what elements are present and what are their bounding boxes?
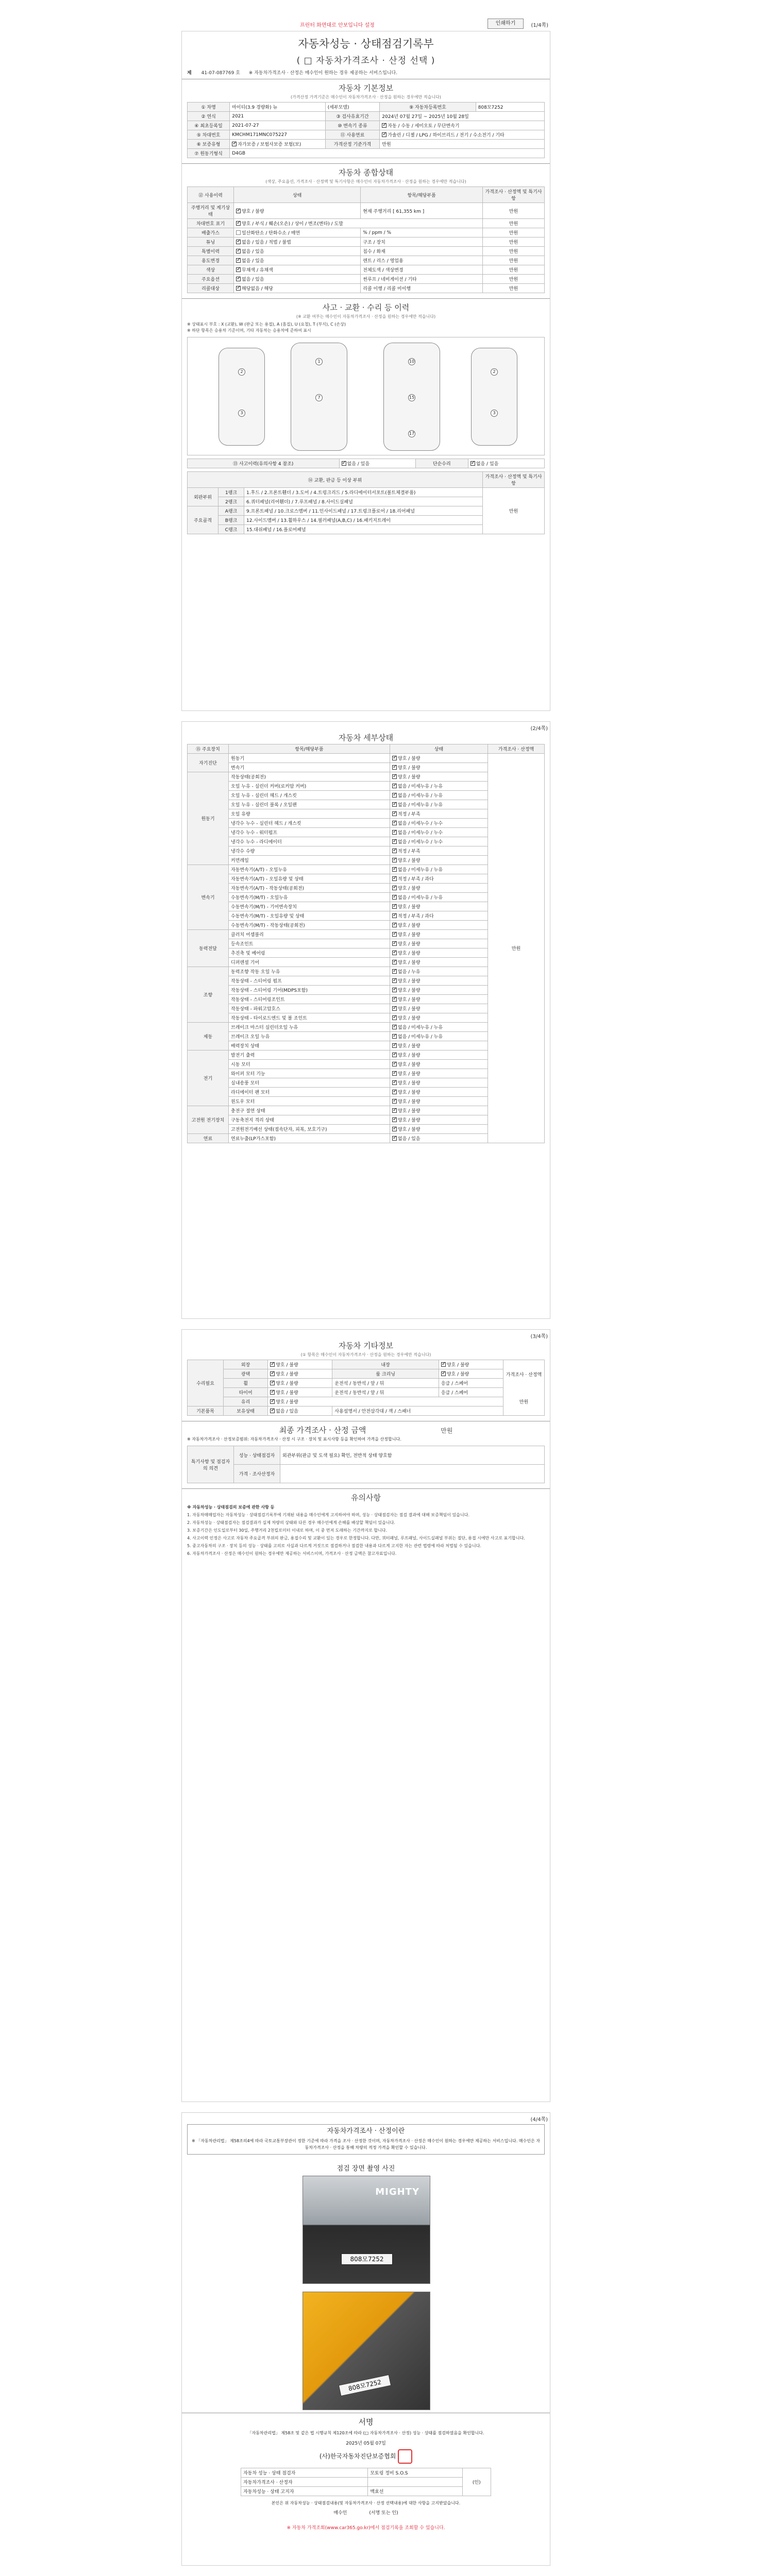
checkbox-icon[interactable] [270, 1371, 275, 1376]
part-label: 클러치 어셈블리 [229, 930, 390, 939]
part-label: 냉각수 누수 - 라디에이터 [229, 837, 390, 846]
checkbox-icon[interactable] [236, 240, 241, 244]
basic-info-table [187, 102, 545, 158]
notes-body: ※ 자동차성능 · 상태점검의 보증에 관한 사항 등 1. 자동차매매업자는 자동차성능 · 상태점검기록부에 기재된 내용을 매수인에게 고지하여야 하며, 성능 · 상태점검자는 점검 결과에 대해 보증책임이 있습니다. 2. 자동차성능 · 상태점검자는 점검결과가 실제 차량의 상태와 다른 경우 매수인에게 손해를 배상할 책임이 있습니다. 3. 보증기간은 인도일로부터 30일, 주행거리 2천킬로미터 이내로 하며, 이 중 먼저 도래하는 기간까지로 합니다. 4. 사고이력 인정은 사고로 자동차 주요골격 부위의 판금, 용접수리 및 교환이 있는 경우로 한정합니다. 다만, 쿼터패널, 루프패널, 사이드실패널 부위는 절단, 용접 시에만 사고로 표기합니다. 5. 중고자동차의 구조 · 장치 등의 성능 · 상태를 고의로 사실과 다르게 거짓으로 점검하거나 점검한 내용과 다르게 고지한 자는 관련 법령에 따라 처벌될 수 있습니다. 6. 자동차가격조사 · 산정은 매수인이 원하는 경우에만 제공하는 서비스이며, 가격조사 · 산정 금액은 참고자료입니다. [182, 1504, 550, 1563]
doc-no-label: 제 [187, 71, 192, 76]
part-state: 없음 / 미세누유 / 누유 [398, 793, 443, 799]
checkbox-icon[interactable] [392, 849, 397, 853]
basic-info-title: 자동차 기본정보 [182, 79, 550, 94]
part-state: 양호 / 불량 [398, 766, 421, 771]
table-header-row: ⑮ 주요장치 항목/해당부품 상태 가격조사 · 산정액 [188, 744, 545, 754]
part-marker-icon: 3 [491, 410, 498, 417]
part-label: 작동상태 - 스티어링조인트 [229, 995, 390, 1004]
part-label: 수동변속기(M/T) - 오일유량 및 상태 [229, 911, 390, 921]
signature-title: 서명 [182, 2413, 550, 2430]
table-row: 가격 · 조사산정자 [188, 1465, 545, 1483]
table-row: 주요옵션 ✓ 없음 / 있음 썬루프 / 네비게이션 / 기타 만원 [188, 275, 545, 284]
part-label: 오일 유량 [229, 809, 390, 819]
checkbox-icon[interactable] [392, 988, 397, 992]
checkbox-icon[interactable] [236, 221, 241, 226]
checkbox-icon[interactable] [392, 1043, 397, 1048]
part-state: 양호 / 불량 [398, 1109, 421, 1114]
part-label: 연료누출(LP가스포함) [229, 1134, 390, 1143]
part-label: 라디에이터 팬 모터 [229, 1088, 390, 1097]
checkbox-icon[interactable] [392, 1071, 397, 1076]
checkbox-icon[interactable] [392, 960, 397, 964]
part-state: 양호 / 불량 [398, 775, 421, 780]
table-row: ⑦ 원동기형식 D4GB [188, 149, 545, 158]
table-row: 자동차가격조사 · 산정자 [241, 2478, 491, 2487]
part-label: 자동변속기(A/T) - 작동상태(공회전) [229, 884, 390, 893]
inspector-opinion-table [187, 1446, 545, 1483]
part-state: 양호 / 불량 [398, 942, 421, 947]
checkbox-icon[interactable] [392, 858, 397, 862]
checkbox-icon[interactable] [392, 913, 397, 918]
part-state: 없음 / 미세누유 / 누유 [398, 868, 443, 873]
part-state: 양호 / 불량 [398, 1007, 421, 1012]
brand-text: MIGHTY [375, 2187, 419, 2197]
part-label: 충전구 절연 상태 [229, 1106, 390, 1115]
plate-text: 808모7252 [341, 2253, 393, 2265]
company-seal-icon [398, 2449, 412, 2464]
checkbox-icon[interactable] [392, 978, 397, 983]
device-group-label: 조향 [188, 967, 229, 1023]
device-group-label: 동력전달 [188, 930, 229, 967]
detail-price: 만원 [488, 754, 545, 1143]
exchange-parts-table [187, 471, 545, 534]
final-price-title: 최종 가격조사 · 산정 금액 만원 [182, 1421, 550, 1436]
checkbox-icon[interactable] [392, 1006, 397, 1011]
part-label: 발전기 출력 [229, 1050, 390, 1060]
part-label: 추진축 및 베어링 [229, 948, 390, 958]
note-item: 5. 중고자동차의 구조 · 장치 등의 성능 · 상태를 고의로 사실과 다르게 거짓으로 점검하거나 점검한 내용과 다르게 고지한 자는 관련 법령에 따라 처벌될 수 있습니다. [187, 1544, 481, 1548]
table-row: C랭크 15.대쉬패널 / 16.플로어패널 [188, 525, 545, 534]
overall-status-note: (색상, 주요옵션, 가격조사 · 산정액 및 특기사항은 매수인이 자동차가격조사 · 산정을 원하는 경우에만 적습니다) [265, 179, 466, 184]
checkbox-icon[interactable] [392, 997, 397, 1002]
table-row: 광택 ✓ 양호 / 불량 룸 크리닝 ✓ 양호 / 불량 [188, 1369, 545, 1379]
part-label: 자동변속기(A/T) - 오일누유 [229, 865, 390, 874]
part-state: 양호 / 불량 [398, 1127, 421, 1132]
part-label: 와이퍼 모터 기능 [229, 1069, 390, 1078]
part-state: 양호 / 불량 [398, 988, 421, 993]
table-row: 휠 ✓ 양호 / 불량 운전석 / 동반석 / 앞 / 뒤 응급 / 스페어 [188, 1379, 545, 1388]
note-item: 4. 사고이력 인정은 사고로 자동차 주요골격 부위의 판금, 용접수리 및 교환이 있는 경우로 한정합니다. 다만, 쿼터패널, 루프패널, 사이드실패널 부위는 절단, 용접 시에만 사고로 표기합니다. [187, 1536, 525, 1540]
part-label: 작동상태 - 타이로드엔드 및 볼 조인트 [229, 1013, 390, 1023]
table-row: 배출가스 일산화탄소 / 탄화수소 / 매연 % / ppm / % 만원 [188, 228, 545, 238]
page-1 [181, 31, 550, 711]
device-group-label: 원동기 [188, 772, 229, 865]
table-row: ⑬ 사고이력(유의사항 4 참조) ✓ 없음 / 있음 단순수리 ✓ 없음 / 있음 [188, 459, 545, 468]
checkbox-icon[interactable] [392, 895, 397, 900]
part-marker-icon: 10 [408, 358, 415, 365]
checkbox-icon[interactable] [392, 876, 397, 881]
checkbox-icon[interactable] [392, 765, 397, 770]
checkbox-icon[interactable] [392, 1136, 397, 1141]
part-label: 냉각수 누수 - 워터펌프 [229, 828, 390, 837]
part-label: 원동기 [229, 754, 390, 763]
part-state: 양호 / 불량 [398, 951, 421, 956]
part-marker-icon: 2 [238, 368, 245, 376]
legend-line: ※ 상태표시 부호 : X (교환), W (판금 또는 용접), A (흠집), U (요철), T (부식), C (손상) [187, 322, 346, 327]
part-state: 양호 / 불량 [398, 1062, 421, 1067]
part-state: 양호 / 불량 [398, 1118, 421, 1123]
page-number: (3/4쪽) [530, 1334, 548, 1340]
part-state: 없음 / 미세누유 / 누유 [398, 1025, 443, 1030]
table-row: 특기사항 및 점검자의 의견 성능 · 상태점검자 외관부위(판금 및 도색 필요) 확인, 전반적 상태 양호함 [188, 1446, 545, 1465]
checkbox-icon[interactable] [392, 1099, 397, 1104]
part-label: 오일 누유 - 실린더 블록 / 오일팬 [229, 800, 390, 809]
device-group-label: 전기 [188, 1050, 229, 1106]
part-state: 없음 / 있음 [398, 1137, 421, 1142]
part-state: 양호 / 불량 [398, 1099, 421, 1105]
checkbox-icon[interactable] [270, 1381, 275, 1385]
table-row: 용도변경 ✓ 없음 / 있음 렌트 / 리스 / 영업용 만원 [188, 256, 545, 265]
part-state: 적정 / 부족 [398, 812, 421, 817]
other-info-note: (① 항목은 매수인이 자동차가격조사 · 산정을 원하는 경우에만 적습니다) [300, 1352, 431, 1357]
checkbox-icon[interactable] [236, 267, 241, 272]
checkbox-icon[interactable] [392, 867, 397, 872]
part-label: 오일 누유 - 실린더 커버(로커암 커버) [229, 782, 390, 791]
page-number: (1/4쪽) [531, 23, 548, 28]
page-number: (2/4쪽) [530, 726, 548, 732]
part-label: 고전원전기배선 상태(접속단자, 피복, 보호기구) [229, 1125, 390, 1134]
part-label: 배력장치 상태 [229, 1041, 390, 1050]
part-state: 양호 / 불량 [398, 1090, 421, 1095]
checkbox-icon[interactable] [382, 123, 386, 128]
signature-body: 「자동차관리법」 제58조 및 같은 법 시행규칙 제120조에 따라 (□ 자동차가격조사 · 산정) 성능 · 상태를 점검하였음을 확인합니다. 2025년 05월 07일 (사)한국자동차진단보증협회 자동차 성능 · 상태 점검자 모토링 정비 S.O.S (인) 자동차가격조사 · 산정자 자동차성능 · 상태 고지자 백효선 본인은 위 자동차성능 · 상태점검내용(및 자동차가격조사 · 산정 선택내용)에 대한 사항을 고지받았습니다. 매수인 (서명 또는 인) [182, 2430, 550, 2521]
detail-status-title: 자동차 세부상태 [338, 733, 394, 742]
part-state: 없음 / 미세누유 / 누유 [398, 1035, 443, 1040]
print-warning[interactable]: 프린터 화면대로 안보입니다 설정 [300, 23, 375, 28]
photo-area [182, 2176, 550, 2413]
part-state: 없음 / 누유 [398, 970, 421, 975]
table-row: 특별이력 ✓ 없음 / 있음 침수 / 화재 만원 [188, 247, 545, 256]
part-marker-icon: 17 [408, 430, 415, 437]
part-label: 작동상태 - 파워고압호스 [229, 1004, 390, 1013]
part-state: 양호 / 불량 [398, 997, 421, 1003]
checkbox-icon[interactable] [392, 756, 397, 760]
checkbox-icon[interactable] [270, 1399, 275, 1404]
checkbox-icon[interactable] [236, 249, 241, 253]
checkbox-icon[interactable] [392, 1127, 397, 1131]
part-state: 양호 / 불량 [398, 1053, 421, 1058]
table-row: 주행거리 및 계기상태 ✓양호 / 불량 현재 주행거리 [ 61,355 km ] 만원 [188, 203, 545, 219]
part-label: 작동상태 - 스티어링 기어(MDPS포함) [229, 986, 390, 995]
overall-status-title: 자동차 종합상태 [182, 163, 550, 179]
checkbox-icon[interactable] [441, 1362, 446, 1367]
part-label: 냉각수 수량 [229, 846, 390, 856]
part-label: 수동변속기(M/T) - 오일누유 [229, 893, 390, 902]
checkbox-icon[interactable] [392, 839, 397, 844]
part-state: 양호 / 불량 [398, 979, 421, 984]
table-row: ⑥ 보증유형 ✓ 자가보증 / 보험사보증 보험(보) 가격산정 기준가격 만원 [188, 140, 545, 149]
checkbox-icon[interactable] [392, 951, 397, 955]
checkbox-icon[interactable] [392, 886, 397, 890]
part-state: 없음 / 미세누유 / 누유 [398, 784, 443, 789]
part-label: 작동상태(공회전) [229, 772, 390, 782]
top-bar [181, 18, 550, 31]
note-item: 6. 자동차가격조사 · 산정은 매수인이 원하는 경우에만 제공하는 서비스이며, 가격조사 · 산정 금액은 참고자료입니다. [187, 1551, 397, 1556]
part-state: 양호 / 불량 [398, 933, 421, 938]
overall-status-table [187, 187, 545, 293]
checkbox-icon[interactable] [392, 923, 397, 927]
accident-history-title: 사고 · 교환 · 수리 등 이력 [182, 298, 550, 314]
doc-number-row [182, 66, 550, 79]
checkbox-icon[interactable] [236, 258, 241, 263]
car-left-side-icon [219, 348, 265, 446]
checkbox-icon[interactable] [392, 1053, 397, 1057]
device-group-label: 자기진단 [188, 754, 229, 772]
table-row: 차대번호 표기 ✓ 양호 / 부식 / 훼손(오손) / 상이 / 변조(변타) / 도말 만원 [188, 219, 545, 228]
device-group-label: 고전원 전기장치 [188, 1106, 229, 1134]
part-label: 실내송풍 모터 [229, 1078, 390, 1088]
page-4 [181, 2112, 550, 2566]
device-group-label: 제동 [188, 1023, 229, 1050]
device-group-label: 연료 [188, 1134, 229, 1143]
checkbox-icon[interactable] [342, 461, 346, 466]
table-row: 리콜대상 ✓ 해당없음 / 해당 리콜 이행 / 리콜 미이행 만원 [188, 284, 545, 293]
checkbox-icon[interactable] [392, 811, 397, 816]
checkbox-icon[interactable] [392, 1108, 397, 1113]
table-header-row: ⑫ 사용이력 상태 항목/해당부품 가격조사 · 산정액 및 특기사항 [188, 187, 545, 203]
checkbox-icon[interactable] [392, 1015, 397, 1020]
checkbox-icon[interactable] [392, 802, 397, 807]
device-group-label: 변속기 [188, 865, 229, 930]
print-button[interactable]: 인쇄하기 [488, 19, 524, 29]
car-diagram [187, 337, 545, 455]
part-state: 양호 / 불량 [398, 905, 421, 910]
part-state: 양호 / 불량 [398, 886, 421, 891]
detail-status-table [187, 744, 545, 1143]
part-marker-icon: 15 [408, 394, 415, 401]
table-row: ⑤ 차대번호 KMCHM171MNC075227 ⑪ 사용연료 ✓ 가솔린 / 디젤 / LPG / 하이브리드 / 전기 / 수소전기 / 기타 [188, 130, 545, 140]
checkbox-icon[interactable] [392, 1025, 397, 1029]
table-row: 기본품목 보유상태 ✓ 없음 / 있음 사용설명서 / 안전삼각대 / 잭 / 스패너 [188, 1406, 545, 1416]
price-info-box: 자동차가격조사 · 산정이란 ※ 「자동차관리법」 제58조의4에 따라 국토교통부장관이 정한 기준에 따라 가격을 조사 · 산정한 것이며, 자동차가격조사 · 산정은 매수인이 원하는 경우에만 제공하는 서비스입니다. 매수인은 자동차가격조사 · 산정을 통해 차량의 적정 가격을 확인할 수 있습니다. [187, 2124, 545, 2155]
part-state: 없음 / 미세누유 / 누유 [398, 895, 443, 901]
checkbox-icon[interactable] [392, 1090, 397, 1094]
checkbox-icon[interactable] [392, 784, 397, 788]
document-title: 자동차성능 · 상태점검기록부 [298, 38, 434, 50]
table-row: 자동차 성능 · 상태 점검자 모토링 정비 S.O.S (인) [241, 2468, 491, 2478]
table-row [188, 754, 545, 763]
note-item: 3. 보증기간은 인도일로부터 30일, 주행거리 2천킬로미터 이내로 하며, 이 중 먼저 도래하는 기간까지로 합니다. [187, 1528, 388, 1533]
part-state: 양호 / 불량 [398, 1072, 421, 1077]
table-row: B랭크 12.사이드멤버 / 13.휠하우스 / 14.필러패널(A,B,C) / 16.패키지트레이 [188, 516, 545, 525]
part-label: 동력조향 작동 오일 누유 [229, 967, 390, 976]
table-header-row: ⑭ 교환, 판금 등 이상 부위 가격조사 · 산정액 및 특기사항 [188, 472, 545, 488]
front-photo [303, 2176, 430, 2284]
checkbox-icon[interactable] [236, 230, 241, 235]
checkbox-icon[interactable] [392, 1080, 397, 1085]
checkbox-icon[interactable] [236, 209, 241, 213]
table-row: 색상 ✓ 무채색 / 유채색 전체도색 / 색상변경 만원 [188, 265, 545, 275]
part-label: 커먼레일 [229, 856, 390, 865]
part-marker-icon: 3 [238, 410, 245, 417]
part-label: 브레이크 오일 누유 [229, 1032, 390, 1041]
rear-photo [303, 2292, 430, 2410]
part-state: 적정 / 부족 [398, 849, 421, 854]
table-row: ④ 최초등록일 2021-07-27 ⑩ 변속기 종류 ✓ 자동 / 수동 / 세미오토 / 무단변속기 [188, 121, 545, 130]
checkbox-icon[interactable] [392, 904, 397, 909]
checkbox-icon[interactable] [392, 941, 397, 946]
checkbox-icon[interactable] [236, 286, 241, 291]
table-row: 유리 ✓ 양호 / 불량 [188, 1397, 545, 1406]
part-label: 변속기 [229, 763, 390, 772]
signature-table [241, 2468, 491, 2496]
checkbox-icon[interactable] [392, 1062, 397, 1066]
other-info-table [187, 1360, 545, 1416]
plate-text: 808모7252 [339, 2375, 391, 2396]
checkbox-icon[interactable] [392, 969, 397, 974]
checkbox-icon[interactable] [236, 277, 241, 281]
checkbox-icon[interactable] [270, 1390, 275, 1395]
document-subtitle: ( □ 자동차가격조사 · 산정 선택 ) [296, 56, 435, 66]
table-row: 타이어 ✓ 양호 / 불량 운전석 / 동반석 / 앞 / 뒤 응급 / 스페어 [188, 1388, 545, 1397]
part-state: 양호 / 불량 [398, 1081, 421, 1086]
car-right-side-icon [471, 348, 517, 446]
part-state: 없음 / 미세누유 / 누유 [398, 803, 443, 808]
checkbox-icon[interactable] [441, 1371, 446, 1376]
photos-title: 점검 장면 촬영 사진 [337, 2165, 395, 2173]
page-number: (4/4쪽) [530, 2117, 548, 2123]
doc-notice: ※ 자동차가격조사 · 산정은 매수인이 원하는 경우 제공하는 서비스입니다. [248, 71, 398, 76]
checkbox-icon[interactable] [470, 461, 475, 466]
part-label: 윈도우 모터 [229, 1097, 390, 1106]
part-state: 없음 / 미세누수 / 누수 [398, 821, 443, 826]
part-state: 양호 / 불량 [398, 1016, 421, 1021]
checkbox-icon[interactable] [392, 830, 397, 835]
part-marker-icon: 7 [315, 394, 323, 401]
notes-title: 유의사항 [182, 1488, 550, 1504]
basic-info-note: (가격산정 가격기준은 매수인이 자동차가격조사 · 산정을 원하는 경우에만 적습니다) [291, 95, 441, 99]
checkbox-icon[interactable] [382, 132, 386, 137]
checkbox-icon[interactable] [392, 1117, 397, 1122]
part-label: 수동변속기(M/T) - 작동상태(공회전) [229, 921, 390, 930]
table-row: 자동차성능 · 상태 고지자 백효선 [241, 2487, 491, 2496]
part-state: 양호 / 불량 [398, 858, 421, 863]
checkbox-icon[interactable] [232, 142, 237, 146]
part-label: 오일 누유 - 실린더 헤드 / 개스킷 [229, 791, 390, 800]
part-state: 양호 / 불량 [398, 923, 421, 928]
doc-no-suffix: 호 [236, 71, 240, 76]
note-item: 2. 자동차성능 · 상태점검자는 점검결과가 실제 차량의 상태와 다른 경우 매수인에게 손해를 배상할 책임이 있습니다. [187, 1520, 395, 1525]
part-state: 없음 / 미세누수 / 누수 [398, 840, 443, 845]
part-label: 구동축전지 격리 상태 [229, 1115, 390, 1125]
part-marker-icon: 2 [491, 368, 498, 376]
checkbox-icon[interactable] [392, 774, 397, 779]
part-label: 시동 모터 [229, 1060, 390, 1069]
part-state: 양호 / 불량 [398, 1044, 421, 1049]
page-2 [181, 721, 550, 1319]
part-state: 양호 / 불량 [398, 960, 421, 965]
table-row: 주요골격 A랭크 9.프론트패널 / 10.크로스멤버 / 11.인사이드패널 / 17.트렁크플로어 / 18.리어패널 [188, 506, 545, 516]
table-row: 외판부위 1랭크 1.후드 / 2.프론트휀더 / 3.도어 / 4.트렁크리드 / 5.라디에이터서포트(볼트체결부품) 만원 [188, 488, 545, 497]
part-label: 수동변속기(M/T) - 기어변속장치 [229, 902, 390, 911]
table-row: 튜닝 ✓ 없음 / 있음 / 적법 / 불법 구조 / 장치 만원 [188, 238, 545, 247]
accident-history-note: (※ 교환 여부는 매수인이 자동차가격조사 · 산정을 원하는 경우에만 적습니다) [296, 314, 436, 319]
part-label: 디퍼렌셜 기어 [229, 958, 390, 967]
doc-no: 41-07-087769 [201, 71, 234, 76]
accident-history-table [187, 459, 545, 468]
note-item: 1. 자동차매매업자는 자동차성능 · 상태점검기록부에 기재된 내용을 매수인에게 고지하여야 하며, 성능 · 상태점검자는 점검 결과에 대해 보증책임이 있습니다. [187, 1513, 469, 1517]
checkbox-icon[interactable] [270, 1362, 275, 1367]
part-label: 브레이크 마스터 실린더오일 누유 [229, 1023, 390, 1032]
table-row: ② 연식 2021 ③ 검사유효기간 2024년 07월 27일 ~ 2025년 10월 28일 [188, 112, 545, 121]
part-label: 작동상태 - 스티어링 펌프 [229, 976, 390, 986]
part-state: 적정 / 부족 / 과다 [398, 877, 434, 882]
other-info-title: 자동차 기타정보 [338, 1341, 394, 1350]
checkbox-icon[interactable] [392, 793, 397, 798]
final-price-note: ※ 자동차가격조사 · 산정보증범위: 자동차가격조사 · 산정 시 구조 · 장치 및 표시사항 등을 확인하여 가격을 산정합니다. [187, 1437, 401, 1442]
part-state: 없음 / 미세누수 / 누수 [398, 831, 443, 836]
part-label: 등속조인트 [229, 939, 390, 948]
table-row: 2랭크 6.쿼터패널(리어휀더) / 7.루프패널 / 8.사이드실패널 [188, 497, 545, 506]
footer-notice: ※ 자동차 가격조회(www.car365.go.kr)에서 점검기록을 조회할 수 있습니다. [287, 2526, 445, 2531]
part-state: 양호 / 불량 [398, 756, 421, 761]
checkbox-icon[interactable] [392, 932, 397, 937]
page-3 [181, 1329, 550, 2102]
part-label: 냉각수 누수 - 실린더 헤드 / 개스킷 [229, 819, 390, 828]
checkbox-icon[interactable] [392, 1034, 397, 1039]
table-row: ① 차명 마이티(3.9 경량화) 뉴 (세부모델) ⑨ 자동차등록번호 808모7252 [188, 103, 545, 112]
checkbox-icon[interactable] [392, 821, 397, 825]
checkbox-icon[interactable] [270, 1409, 275, 1413]
legend-line: ※ 하단 항목은 승용차 기준이며, 기타 자동차는 승용차에 준하여 표시 [187, 328, 311, 333]
part-marker-icon: 1 [315, 358, 323, 365]
part-state: 적정 / 부족 / 과다 [398, 914, 434, 919]
part-label: 자동변속기(A/T) - 오일유량 및 상태 [229, 874, 390, 884]
table-row: 수리필요 외장 ✓ 양호 / 불량 내장 ✓ 양호 / 불량 가격조사 · 산정액 만원 [188, 1360, 545, 1369]
